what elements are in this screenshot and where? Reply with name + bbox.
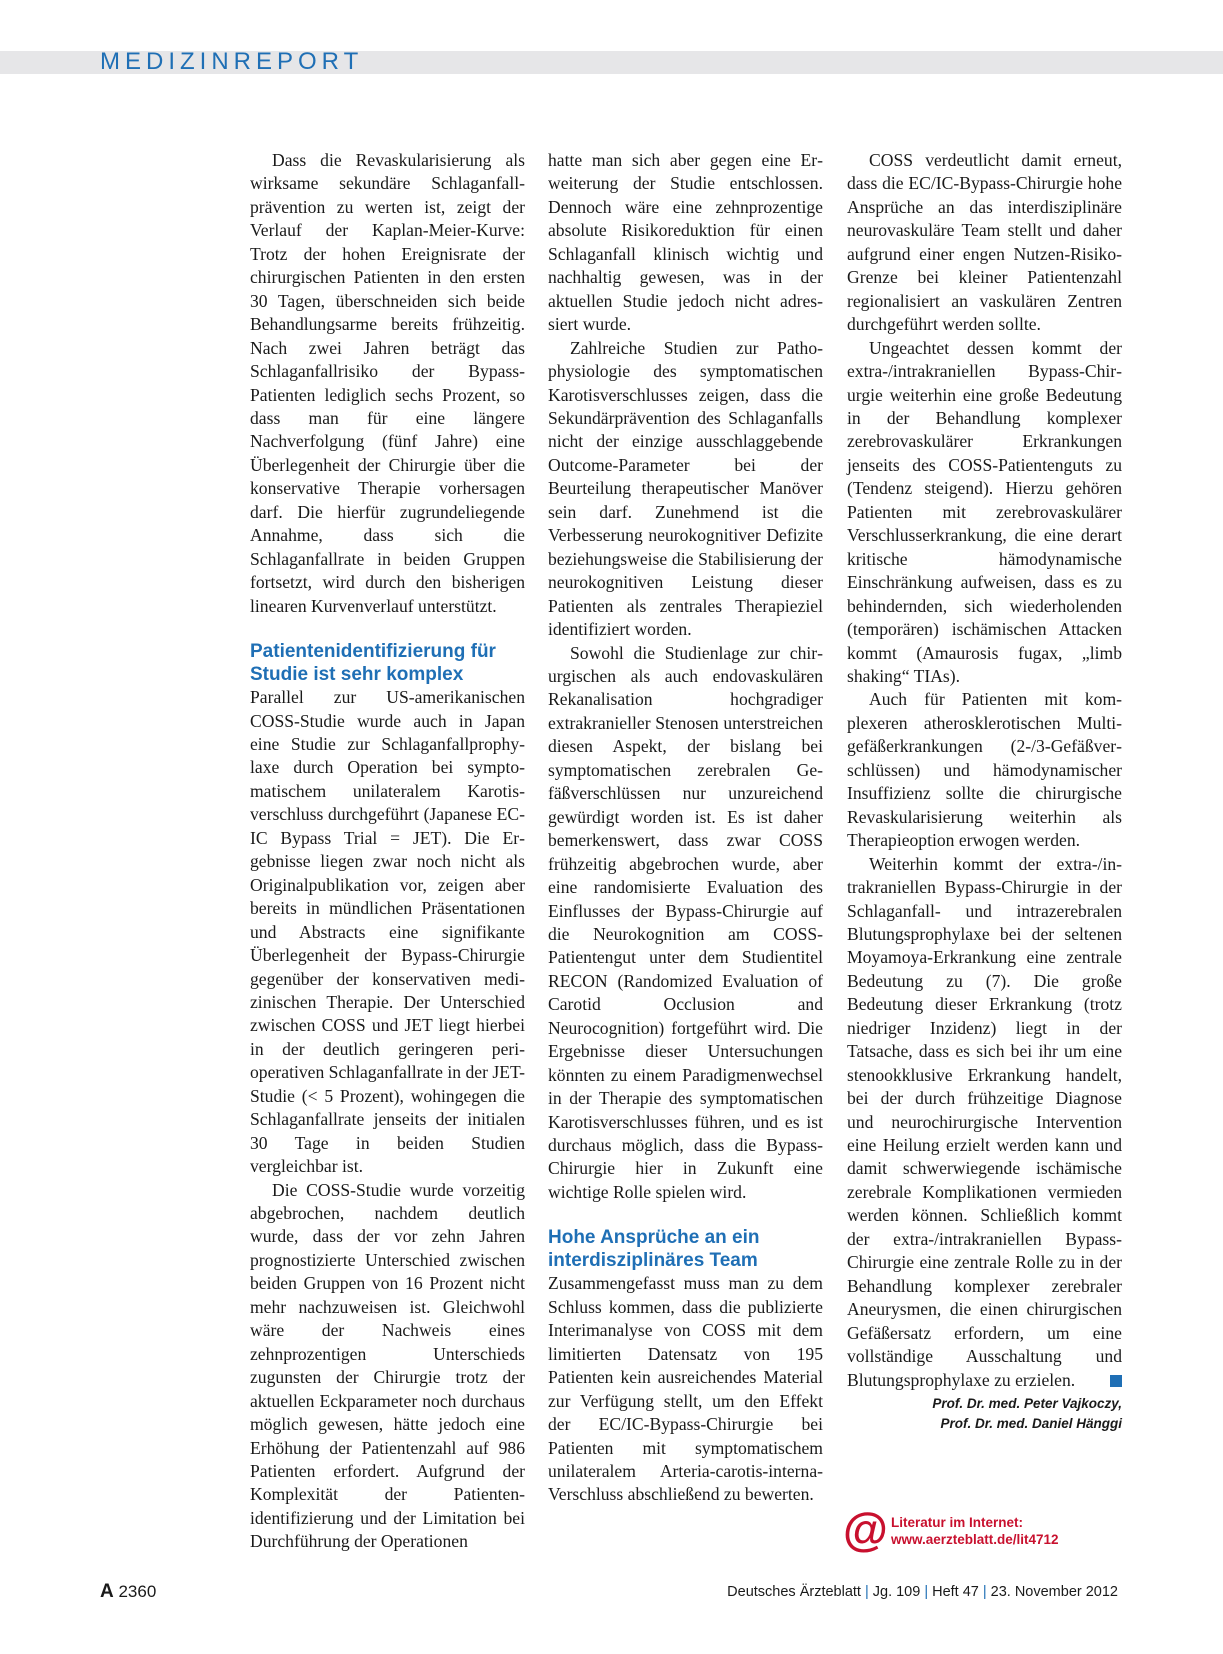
column-1 <box>250 149 525 1554</box>
page-number-value: 2360 <box>118 1582 157 1601</box>
paragraph: hatte man sich aber gegen eine Erweiterung der Studie entschlossen. Dennoch wäre eine zehnprozentige absolute Risikoreduktion für einen Schlaganfall klinisch wichtig und nachhaltig gewesen, was in der aktuellen Studie jedoch nicht adressiert wurde. <box>548 150 823 335</box>
separator: | <box>982 1584 987 1600</box>
journal-name: Deutsches Ärzteblatt <box>727 1584 861 1600</box>
end-mark-icon <box>1110 1375 1122 1387</box>
column-2 <box>548 149 823 1507</box>
issue-date: 23. November 2012 <box>990 1584 1118 1600</box>
literature-label: Literatur im Internet: <box>891 1515 1024 1530</box>
section-title: MEDIZINREPORT <box>100 48 364 75</box>
volume: Jg. 109 <box>872 1584 921 1600</box>
literature-url[interactable]: www.aerzteblatt.de/lit4712 <box>891 1532 1059 1547</box>
paragraph: Sowohl die Studienlage zur chirurgischen als auch endovaskulären Rekanalisation hochgradiger extrakranieller Stenosen unterstreichen diesen Aspekt, der bislang bei symptomatischen zerebralen Gefäßverschlüssen nur unzureichend gewürdigt worden ist. Es ist daher bemerkenswert, dass zwar COSS frühzeitig abgebrochen wurde, aber eine randomisierte Evaluation des Einflusses der Bypass-Chirurgie auf die Neurokognition am COSS-Patientengut unter dem Studientitel RECON (Randomized Evaluation of Carotid Occlusion and Neurocognition) fortgeführt wird. Die Ergebnisse dieser Untersuchungen könnten zu einem Paradigmenwechsel in der Therapie des symptomatischen Karotisverschlusses führen, und es ist durchaus möglich, dass die Bypass-Chirurgie hier in Zukunft eine wichtige Rolle spielen wird. <box>548 642 823 1202</box>
page-prefix: A <box>100 1581 114 1602</box>
subheading: Patientenidentifizierung für Studie ist sehr komplex <box>250 641 496 686</box>
paragraph-final <box>847 853 1122 1392</box>
issue: Heft 47 <box>932 1584 979 1600</box>
paragraph: Die COSS-Studie wurde vorzeitig abgebrochen, nachdem deutlich wurde, dass der vor zehn Jahren prognostizierte Unterschied zwischen beiden Gruppen von 16 Prozent nicht mehr nachzuweisen ist. Gleichwohl wäre der Nachweis eines zehnprozentigen Unterschieds zugunsten der Chirurgie trotz der aktuellen Eckparameter noch durchaus möglich gewesen, hätte jedoch eine Erhöhung der Patientenzahl auf 986 Patienten erfordert. Aufgrund der Komplexität der Patientenidentifizierung und der Limitation bei Durchführung der Operationen <box>250 1179 525 1552</box>
at-icon: @ <box>843 1503 888 1555</box>
author-name: Prof. Dr. med. Daniel Hänggi <box>940 1416 1122 1432</box>
column-3 <box>847 149 1122 1434</box>
literature-box <box>843 1503 1123 1555</box>
footer-citation <box>727 1584 1118 1600</box>
paragraph-text: Weiterhin kommt der extra-/intrakraniellen Bypass-Chirurgie in der Schlaganfall- und intrazerebralen Blutungsprophylaxe bei der seltenen Moyamoya-Erkrankung eine zentrale Bedeutung zu (7). Die große Bedeutung dieser Erkrankung (trotz niedriger Inzidenz) liegt in der Tatsache, dass es sich bei ihr um eine stenookklusive Erkrankung handelt, bei der durch frühzeitige Diagnose und neurochirurgische Intervention eine Heilung erzielt werden kann und damit schwerwiegende ischämische zerebrale Komplikationen vermieden werden können. Schließlich kommt der extra-/intrakraniellen Bypass-Chirurgie eine zentrale Rolle zu in der Behandlung komplexer zerebraler Aneurysmen, die einen chirurgischen Gefäßersatz erfordern, um eine vollständige Ausschaltung und Blutungsprophylaxe zu erzielen. <box>847 853 1122 1390</box>
paragraph: COSS verdeutlicht damit erneut, dass die EC/IC-Bypass-Chirurgie hohe Ansprüche an das interdisziplinäre neurovaskuläre Team stellt und daher aufgrund einer engen Nutzen-Risiko-Grenze bei kleiner Patientenzahl regionalisiert an vaskulären Zentren durchgeführt werden sollte. <box>847 150 1122 335</box>
author-name: Prof. Dr. med. Peter Vajkoczy, <box>932 1396 1122 1412</box>
paragraph: Auch für Patienten mit komplexeren atherosklerotischen Multigefäßerkrankungen (2-/3-Gefäßverschlüssen) und hämodynamischer Insuffizienz sollte die chirurgische Revaskularisierung weiterhin als Therapieoption erwogen werden. <box>847 689 1122 851</box>
literature-text <box>891 1514 1059 1548</box>
authors <box>847 1394 1122 1434</box>
paragraph: Zahlreiche Studien zur Pathophysiologie des symptomatischen Karotisverschlusses zeigen, dass die Sekundärprävention des Schlaganfalls nicht der einzige ausschlaggebende Outcome-Parameter bei der Beurteilung therapeutischer Manöver sein darf. Zunehmend ist die Verbesserung neurokognitiver Defizite beziehungsweise die Stabilisierung der neurokognitiven Leistung dieser Patienten als zentrales Therapieziel identifiziert worden. <box>548 337 823 640</box>
paragraph: Ungeachtet dessen kommt der extra-/intrakraniellen Bypass-Chirurgie weiterhin eine große Bedeutung in der Behandlung komplexer zerebrovaskulärer Erkrankungen jenseits des COSS-Patientenguts zu (Tendenz steigend). Hierzu gehören Patienten mit zerebrovaskulärer Verschlusserkrankung, die eine derart kritische hämodynamische Einschränkung aufweisen, dass es zu behindernden, sich wiederholenden (temporären) ischämischen Attacken kommt (Amaurosis fugax, „limb shaking“ TIAs). <box>847 337 1122 686</box>
page-number <box>100 1581 156 1603</box>
paragraph: Dass die Revaskularisierung als wirksame sekundäre Schlaganfallprävention zu werten ist, zeigt der Verlauf der Kaplan-Meier-Kurve: Trotz der hohen Ereignisrate der chirurgischen Patienten in den ersten 30 Tagen, überschneiden sich beide Behandlungsarme bereits frühzeitig. Nach zwei Jahren beträgt das Schlaganfallrisiko der Bypass-Patienten lediglich sechs Prozent, so dass man für eine längere Nachverfolgung (fünf Jahre) eine Überlegenheit der Chirurgie über die konservative Therapie vorhersagen darf. Die hierfür zugrundeliegende Annahme, dass sich die Schlaganfallrate in beiden Gruppen fortsetzt, wird durch den bisherigen linearen Kurvenverlauf unterstützt. <box>250 150 525 616</box>
paragraph: Zusammengefasst muss man zu dem Schluss kommen, dass die publizierte Interimanalyse von COSS mit dem limitierten Datensatz von 195 Patienten kein ausreichendes Material zur Verfügung stellt, um den Effekt der EC/IC-Bypass-Chirurgie bei Patienten mit symptomatischem unilateralem Arteria-carotis-interna-Verschluss abschließend zu bewerten. <box>548 1273 823 1505</box>
separator: | <box>924 1584 929 1600</box>
paragraph: Parallel zur US-amerikanischen COSS-Studie wurde auch in Japan eine Studie zur Schlaganfallprophylaxe durch Operation bei symptomatischem unilateralem Karotisverschluss durchgeführt (Japanese EC-IC Bypass Trial = JET). Die Ergebnisse liegen zwar noch nicht als Originalpublikation vor, zeigen aber bereits in mündlichen Präsentationen und Abstracts eine signifikante Überlegenheit der Bypass-Chirurgie gegenüber der konservativen medizinischen Therapie. Der Unterschied zwischen COSS und JET liegt hierbei in der deutlich geringeren perioperativen Schlaganfallrate in der JET-Studie (< 5 Prozent), wohingegen die Schlaganfallrate jenseits der initialen 30 Tage in beiden Studien vergleichbar ist. <box>250 687 525 1177</box>
separator: | <box>864 1584 869 1600</box>
subheading: Hohe Ansprüche an ein interdisziplinäres Team <box>548 1227 760 1272</box>
